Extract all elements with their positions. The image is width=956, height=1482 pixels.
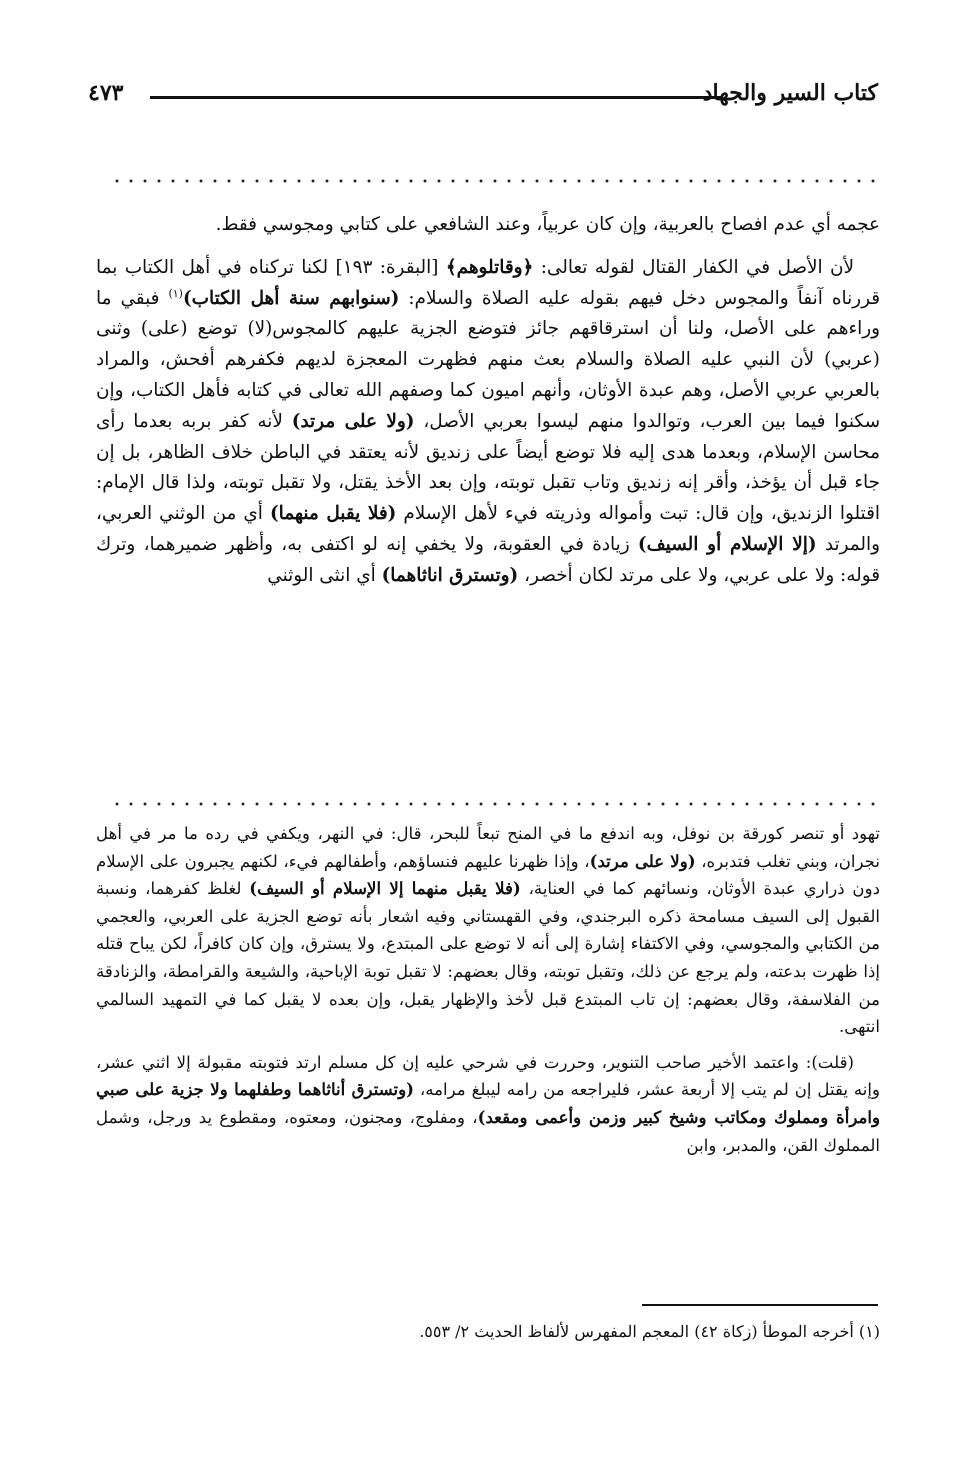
main-text	[96, 210, 880, 592]
text-run: [البقرة: ١٩٣] لكنا تركناه في أهل الكتاب بما قررناه آنفاً والمجوس دخل فيهم بقوله عليه الصلاة والسلام:	[96, 256, 881, 309]
matn-phrase: (وتسترق أناثاهما وطفلهما ولا جزية على صبي وامرأة ومملوك ومكاتب وشيخ كبير وزمن وأعمى ومقعد)	[96, 1079, 880, 1127]
commentary-text	[96, 820, 880, 1159]
text-run: لأن الأصل في الكفار القتال لقوله تعالى:	[533, 256, 854, 278]
text-run: ، وإذا ظهرنا عليهم فنساؤهم، وأطفالهم فيء، لكنهم يجبرون على الإسلام دون ذراري عبدة الأوثان، ونسائهم كما في العناية،	[96, 851, 881, 899]
header-rule	[150, 96, 723, 99]
commentary-paragraph-1	[96, 820, 880, 1041]
text-run: (قلت): واعتمد الأخير صاحب التنوير، وحررت في شرحي عليه إن كل مسلم ارتد فتوبته مقبولة إلا اثني عشر، وإنه يقتل إن لم يتب إلا أربعة عشر، فليراجعه من رامه ليبلغ مرامه،	[96, 1052, 880, 1100]
matn-phrase: (ولا على مرتد)	[291, 410, 415, 432]
page-number: ٤٧٣	[88, 80, 124, 106]
hadith-quote: (سنوابهم سنة أهل الكتاب)	[182, 287, 400, 309]
text-run: لأنه كفر بربه بعدما رأى محاسن الإسلام، وبعدما هدى إليه فلا توضع أيضاً على زنديق لأنه يعتقد في الباطن خلاف الظاهر، بل إن جاء قبل أن يؤخذ، وأقر إنه زنديق وتاب تقبل توبته، وإن بعد الأخذ يقتل، ولا تقبل توبته، ولذا قال الإمام: اقتلوا الزنديق، وإن قال: تبت وأمواله وذريته فيء لأهل الإسلام	[96, 410, 880, 525]
text-run: زيادة في العقوبة، ولا يخفي إنه لو اكتفى به، وأظهر ضميرهما، وترك قوله: ولا على عربي، ولا على مرتد لكان أخصر،	[96, 533, 880, 586]
matn-phrase: (إلا الإسلام أو السيف)	[637, 533, 817, 555]
text-run: تهود أو تنصر كورقة بن نوفل، وبه اندفع ما في المنح تبعاً للبحر، قال: في النهر، ويكفي في رده ما مر في أهل نجران، وبني تغلب فتدبره،	[96, 824, 880, 871]
text-run: أي من الوثني العربي، والمرتد	[96, 503, 880, 555]
quran-quote: ﴿وقاتلوهم﴾	[445, 256, 534, 278]
matn-phrase: (فلا يقبل منهما إلا الإسلام أو السيف)	[249, 878, 521, 899]
text-run: ، ومفلوج، ومجنون، ومعتوه، ومقطوع يد ورجل، وشمل المملوك القن، والمدبر، وابن	[96, 1107, 880, 1155]
page-header	[88, 80, 878, 116]
book-title: كتاب السير والجهاد	[702, 80, 878, 106]
footnote-marker: (١)	[168, 286, 183, 300]
dotted-separator-top	[110, 178, 878, 184]
commentary-paragraph-2	[96, 1049, 880, 1159]
matn-phrase: (فلا يقبل منهما)	[269, 503, 397, 525]
main-paragraph-2	[96, 253, 880, 592]
main-paragraph-1: عجمه أي عدم افصاح بالعربية، وإن كان عربياً، وعند الشافعي على كتابي ومجوسي فقط.	[215, 214, 880, 235]
text-run: لغلظ كفرهما، ونسبة القبول إلى السيف مسامحة ذكره البرجندي، وفي القهستاني وفيه اشعار بأنه توضع الجزية على العربي، والعجمي من الكتابي والمجوسي، وفي الاكتفاء إشارة إلى أنه لا توضع على المبتدع، ولا يسترق، وإن كان كافراً، لكن يباح قتله إذا ظهرت بدعته، ولم يرجع عن ذلك، وتقبل توبته، وقال بعضهم: لا تقبل توبة الإباحية، والشيعة والقرامطة، والزنادقة من الفلاسفة، وقال بعضهم: إن تاب المبتدع قبل لأخذ والإظهار يقبل، وإن بعده لا يقبل كما في التمهيد السالمي انتهى.	[96, 879, 880, 1037]
matn-phrase: (ولا على مرتد)	[589, 850, 696, 871]
footnote: (١) أخرجه الموطأ (زكاة ٤٢) المعجم المفهرس لألفاظ الحديث ٢/ ٥٥٣.	[419, 1322, 880, 1341]
text-run: فبقي ما وراءهم على الأصل، ولنا أن استرقاقهم جائز فتوضع الجزية عليهم كالمجوس(لا) توضع (على) وثنى (عربي) لأن النبي عليه الصلاة والسلام بعث منهم فظهرت المعجزة لديهم فكفرهم أفحش، والمراد بالعربي عربي الأصل، وهم عبدة الأوثان، وأنهم اميون كما وصفهم الله تعالى في كتابه فأهل الكتاب، وإن سكنوا فيما بين العرب، وتوالدوا منهم ليسوا بعربي الأصل،	[96, 287, 880, 432]
footnote-rule	[642, 1304, 878, 1306]
text-run: أي انثى الوثني	[267, 564, 382, 586]
matn-phrase: (وتسترق اناثاهما)	[381, 564, 519, 586]
dotted-separator-middle	[110, 801, 878, 807]
